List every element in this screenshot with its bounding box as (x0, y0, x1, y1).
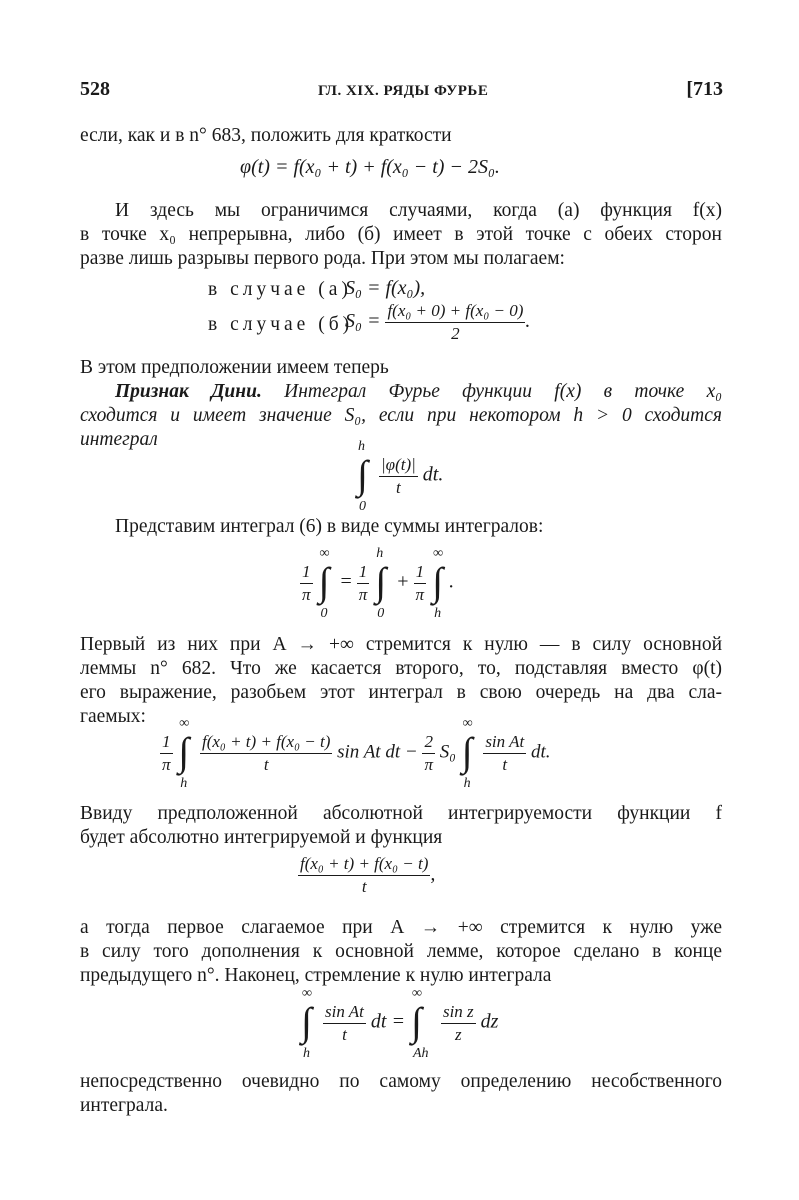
page-number: 528 (80, 78, 110, 100)
numerator: f(x₀ + t) + f(x₀ − t) (298, 853, 430, 876)
numerator: 1 (357, 561, 370, 584)
numerator: 1 (300, 561, 313, 584)
formula-last-integral: ∞ ∫ h $\frac{\text{sin At}}{t}$ dt = ∞ ∫ Ah $\frac{\text{sin z}}{z}$ dz (301, 986, 499, 1061)
case-b-label: в случае (б) (208, 314, 354, 335)
text-line: разве лишь разрывы первого рода. При этом мы полагаем: (80, 248, 565, 269)
text-line: Представим интеграл (6) в виде суммы интегралов: (115, 516, 544, 537)
text-line: в точке x₀ непрерывна, либо (б) имеет в этой точке с обеих сторон (80, 224, 722, 245)
differential: dt. (422, 463, 444, 486)
differential: dt. (530, 741, 551, 763)
numerator: f(x₀ + 0) + f(x₀ − 0) (385, 300, 525, 323)
text-line: леммы n° 682. Что же касается второго, то, подставляя вместо φ(t) (80, 658, 722, 679)
differential: dz (480, 1010, 499, 1033)
lower-limit: h (180, 776, 188, 791)
text-line: непосредственно очевидно по самому определению несобственного (80, 1071, 722, 1092)
text-line: если, как и в n° 683, положить для краткости (80, 125, 452, 146)
denominator: t (396, 477, 401, 497)
theorem-line (115, 380, 722, 404)
text-line: Ввиду предположенной абсолютной интегрируемости функции f (80, 803, 722, 824)
case-a-formula: S₀ = f(x₀), (345, 277, 426, 299)
formula-split: $\frac{1}{\pi}$ ∞ ∫ h $\frac{\text{f(x₀ + t) + f(x₀ − t)}}{t}$ sin At dt − $\frac{2}{\pi}$ S₀ ∞ ∫ h $\frac{\text{sin At}}{t}$ dt. (161, 716, 551, 791)
text-line: его выражение, разобьем этот интеграл в свою очередь на два сла- (80, 682, 722, 703)
text-line: предыдущего n°. Наконец, стремление к нулю интеграла (80, 965, 552, 986)
theorem-line: интеграл (80, 429, 158, 450)
text-line: В этом предположении имеем теперь (80, 357, 389, 378)
upper-limit: ∞ (319, 546, 330, 561)
numerator: 1 (160, 731, 173, 754)
case-b-lhs: S₀ = (345, 310, 381, 333)
denominator: z (455, 1024, 462, 1044)
denominator: t (361, 877, 367, 896)
formula-text: S₀ (439, 741, 456, 763)
formula-dini-integral (356, 439, 444, 514)
lower-limit: h (434, 606, 442, 621)
denominator: 2 (451, 324, 460, 343)
lower-limit: Ah (412, 1046, 429, 1061)
theorem-title: Признак Дини. (115, 381, 262, 402)
case-b-formula: S₀ = $\frac{\text{f(x₀ + 0) + f(x₀ − 0)}}{2}$ . (345, 301, 531, 343)
formula-text: sin At dt − (337, 741, 418, 763)
fraction (379, 454, 418, 499)
integral-sign: h ∫ 0 (357, 439, 368, 514)
lower-limit: h (463, 776, 471, 791)
upper-limit: ∞ (411, 986, 422, 1001)
text-line: будет абсолютно интегрируемой и функция (80, 827, 443, 848)
upper-limit: ∞ (179, 716, 190, 731)
numerator: 2 (422, 731, 435, 754)
section-number: [713 (686, 78, 723, 100)
denominator: π (301, 584, 311, 604)
numerator: 1 (414, 561, 427, 584)
denominator: π (161, 754, 171, 774)
formula-phi: φ(t) = f(x₀ + t) + f(x₀ − t) − 2S₀. (240, 156, 500, 178)
text-line: а тогда первое слагаемое при A → +∞ стремится к нулю уже (80, 917, 722, 938)
lower-limit: h (303, 1046, 310, 1061)
upper-limit: ∞ (433, 546, 444, 561)
formula-text: dt = (370, 1010, 405, 1033)
denominator: π (358, 584, 368, 604)
text-line: гаемых: (80, 706, 146, 727)
text-line: Первый из них при A → +∞ стремится к нулю — в силу основной (80, 634, 722, 655)
chapter-title: ГЛ. XIX. РЯДЫ ФУРЬЕ (318, 83, 489, 99)
text-line: в силу того дополнения к основной лемме, которое сделано в конце (80, 941, 722, 962)
denominator: t (502, 754, 508, 774)
numerator: f(x₀ + t) + f(x₀ − t) (200, 731, 332, 754)
numerator: |φ(t)| (379, 454, 418, 477)
denominator: π (424, 754, 433, 774)
lower-limit: 0 (377, 606, 385, 621)
theorem-line: сходится и имеет значение S₀, если при некотором h > 0 сходится (80, 405, 722, 426)
fraction (385, 300, 525, 345)
upper-limit: h (376, 546, 384, 561)
formula-integral-sum: $\frac{1}{\pi}$ ∞ ∫ 0 = $\frac{1}{\pi}$ h ∫ 0 + $\frac{1}{\pi}$ ∞ ∫ h . (301, 546, 455, 621)
text-line: интеграла. (80, 1095, 168, 1116)
lower-limit: 0 (320, 606, 328, 621)
numerator: sin At (483, 731, 526, 754)
denominator: π (415, 584, 425, 604)
numerator: sin At (323, 1001, 366, 1024)
denominator: t (342, 1024, 347, 1044)
upper-limit: h (358, 439, 365, 454)
upper-limit: ∞ (302, 986, 312, 1001)
case-a-label: в случае (а) (208, 279, 352, 300)
lower-limit: 0 (359, 499, 366, 514)
theorem-text: Интеграл Фурье функции f(x) в точке x₀ (284, 381, 723, 402)
denominator: t (263, 754, 269, 774)
text-line: И здесь мы ограничимся случаями, когда (а) функция f(x) (115, 200, 722, 221)
numerator: sin z (441, 1001, 476, 1024)
upper-limit: ∞ (462, 716, 473, 731)
formula-function: $\frac{\text{f(x₀ + t) + f(x₀ − t)}}{t}$ , (300, 854, 436, 896)
